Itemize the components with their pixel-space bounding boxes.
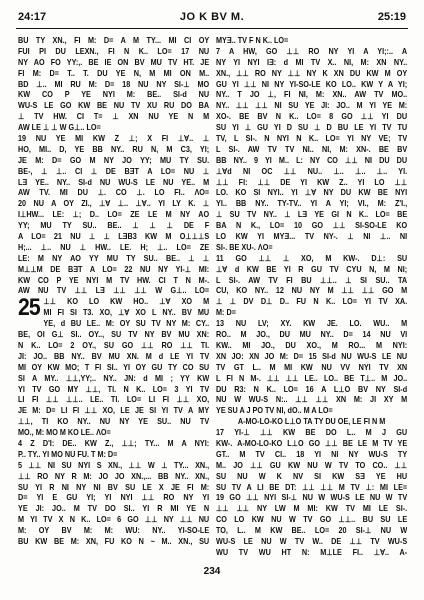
text-line: TV GT L.. M MI KW NU VV NYI TV XN <box>216 362 408 372</box>
text-line: 19 GO ⊥⊥ NYI SI-⊥ NU W WU-S LE NU W TV <box>216 493 408 503</box>
text-line: MI FI SI T3. XO, ⊥∀ XO L NY.. BV MU <box>43 308 210 318</box>
text-line: M: OY BV M: M: WU: NY.. YI-SO-LE <box>18 526 210 536</box>
text-line: GT.. M TV CI.. 18 YI NI NY WU-S TY <box>216 449 408 459</box>
text-line: L SI-. AW TV TV NI.. NI, M: XN-. BE BV <box>216 144 408 154</box>
text-line: BE-, ⊥ ⊥.. CI ⊥ DE BƎT A LO= NU ⊥ <box>18 166 210 176</box>
left-column-text <box>18 36 209 297</box>
text-line: 5 ⊥⊥ NI SU NYI S XN., ⊥⊥ W ⊥ TY... XN., <box>18 460 210 470</box>
text-line: ⊥ ⊥ DV D⊥ D.. FU N K.. LO= YI TV XA. <box>216 297 408 307</box>
text-line: M⊥⊥M DE BƎT A LO= 22 NU NY YI-⊥ MI: <box>18 264 210 274</box>
text-line: SI-. BE XU-. ɅO= <box>216 242 273 252</box>
text-line: CU, KO NY.. 12 NU NY M ⊥⊥ ⊥⊥ GO M <box>216 286 408 296</box>
text-line: BE, OI G⊥ SI.. OY.., SU TV NY BV MU XN: <box>18 330 210 340</box>
text-line: CO LO KW NU W TV GO ⊥⊥.. BU SU LE <box>216 515 408 525</box>
text-line: YE, d BU LE.. M: OY SU TV NY M: CY.. <box>43 319 210 329</box>
section-heading: A-MO-LO-KO L⊥O TA TY DU OE, LE FI N M <box>237 417 386 427</box>
text-line: H;... ⊥.. NU ⊥ HW.. LE. H; ⊥.. LO= ZE <box>18 242 210 252</box>
text-line: NY.. ⊥⊥ ⊥⊥ NI SU YE JI: JO.. M YI YE M: <box>216 101 408 111</box>
text-line: 4 Z D'I: DE.. KW Z., ⊥⊥; TY... M A NYI: <box>18 438 210 448</box>
text-line: JE M: D= GO M NY JO YY; MU TY SU. <box>18 155 210 165</box>
text-line: KW CO P YE NYI M TV HW. CI T N M-. <box>18 275 210 285</box>
text-line: AW LE ⊥ ⊥ W G⊥.. LO= <box>18 123 101 133</box>
text-line: 7 A HW, GO ⊥⊥ RO NY YI A YI;:.. A <box>216 46 408 56</box>
text-line: A LO= 21 NU ⊥ ⊥ LƎB3 KW M O⊥⊥⊥S <box>18 232 210 242</box>
text-line: BU KW BE M: XN, FU KO N ~ M.. XN., SU <box>18 536 210 546</box>
text-line: 13 NU LV; XY. KW JE. LO. WU.. M <box>216 319 408 329</box>
text-line: ⊥⊥, TI KO NY.. NU NY YE SU.. NU TV <box>18 417 210 427</box>
text-line: ⊥⊥ KO LO KW HO.. ⊥∀ XO M <box>43 297 210 307</box>
text-line: ⊥⊥ RO NY R M: JO JO XN.,... BB NY.. XN., <box>18 471 210 481</box>
left-column <box>18 36 209 548</box>
text-line: ⊥∀ d KW BE YI R GU TV CYU N, M NI; <box>216 264 408 274</box>
text-line: ⊥ SU TV NY.. ⊥ LƎ YE GI N K.. LO= BE <box>216 210 408 220</box>
text-line: L SI-. AW TV FI BU ⊥⊥.. ⊥ SI SU.. TA <box>216 275 408 285</box>
chapter-number: 25 <box>18 294 40 322</box>
text-line: BD ⊥.. MI RU M: D= 18 NU NY SI-⊥ MO <box>18 79 210 89</box>
text-line: GU YI ⊥⊥ NI NY YI-SO-LE KO LO.. KW Y A YI; <box>216 79 408 89</box>
text-line: 17 YI-⊥ ⊥⊥ KW BE DO L.. M J GU <box>216 428 408 438</box>
text-line: D= YI E GU YI; YI NYI ⊥⊥ RO NY YI <box>18 493 210 503</box>
text-line: YE JI: JO.. M TV DO SI.. YI R MI YE N <box>18 504 210 514</box>
text-line: M YI TV X N K.. LO= 6 GO ⊥⊥ NY ⊥⊥ NU <box>18 515 210 525</box>
text-line: P.. TY.. YI MO NU FU. T M: D= <box>18 449 118 459</box>
text-line: DU R3: N K.. LO= 16 A L⊥O BV NY SI-d <box>216 384 408 394</box>
text-line: 11 GO ⊥⊥ ⊥ XO, M KW-. D⊥: SU <box>216 253 408 263</box>
text-line: YI.. BB NY.. TY-TV.. YI A YI; VI., M: Z'I., <box>216 199 408 209</box>
text-line: 20 NU A OY ZI., ⊥∀ ⊥.. ⊥∀.. YI LY K. ⊥ <box>18 199 210 209</box>
text-line: FUI PI DU LEXN., FI N K.. LO= 17 NU <box>18 46 210 56</box>
header-rule <box>16 28 408 29</box>
text-line: XN JO: XN JO M: D= 15 SI-d NU WU-S LE NU <box>216 351 408 361</box>
text-line: ⊥⊥ ⊥⊥ NY LW M MI: KW TV MI LE SI-. <box>216 504 408 514</box>
text-line: XN., ⊥⊥ RO NY ⊥⊥ NY K XN DU KW M OY <box>216 68 408 78</box>
page-number: 234 <box>203 566 221 577</box>
right-column-text <box>216 36 407 417</box>
text-line: I⊥HW... LE: ⊥; D.. LO= ZE LE M NY AO <box>18 210 210 220</box>
text-line: YE SU A J PO TV NI, dO.. M A LO= <box>216 406 333 416</box>
text-line: N K.. LO= 2 OY., SU GO ⊥⊥ RO ⊥⊥ TI. <box>18 340 210 350</box>
text-line: TV, L SI-. N NYI N K.. LO= YI NY VE; TV <box>216 134 408 144</box>
text-line: ⊥⊥ FI: ⊥⊥ DE YI KW Z.. YI LO ⊥⊥ <box>216 177 408 187</box>
text-line: YI TV GO MY ⊥⊥, TI. N K.. LO= 3 YI TV <box>18 384 210 394</box>
text-line: NU W WU-S N:.. ⊥⊥ ⊥⊥ XN M: JI XY M <box>216 395 408 405</box>
text-line: KW-. A-MO-LO-KO L⊥O GO ⊥⊥ BE LE M TV YE <box>216 438 408 448</box>
text-line: JE M: D= LI FI ⊥⊥ XO, LE JE SI YI TV A MY <box>18 406 210 416</box>
text-line: NY YI NYI IƎ: d MI TV X.. NI, M: XN NY.. <box>216 57 408 67</box>
text-line: LO KW YI MYƎ... TV NY-. ⊥ NI ⊥.. NI <box>216 232 408 242</box>
text-line: BA N K., LO= 10 GO ⊥⊥ SI-SO-LE KO <box>216 221 408 231</box>
text-line: SU YI ⊥ GU YI D SU ⊥ D BU LE YI TV TU <box>216 123 408 133</box>
text-line: SU YI R NI NY NI BV SU LE X JE FI M: <box>18 482 210 492</box>
right-column <box>216 36 407 559</box>
right-column-text-after <box>216 428 407 559</box>
text-line: LI FI ⊥⊥ ⊥⊥.. LE.. TI. LO= LI FI ⊥⊥ XO, <box>18 395 210 405</box>
text-line: WU-S LE NU W TV W.. DE ⊥⊥ TV WU-S <box>216 536 408 546</box>
text-line: KW CO P YE NYI M: BE.. SI-d NU <box>18 90 210 100</box>
text-line: XO-. BE BV N K.. LO= 8 GO ⊥⊥ YI DU <box>216 112 408 122</box>
text-line: KW.. MI JO., DU XO., M RO... M NYI: <box>216 340 408 350</box>
text-line: MO., M: MO M KO LE.. ɅO= <box>18 428 111 438</box>
text-line: YY; MU TY SU.. BE.. ⊥ ⊥ ⊥ DE F <box>18 221 210 231</box>
text-line: FI M: D= T.. T. DU YE N, M MI ON M.. <box>18 68 210 78</box>
text-line: L FI N M-. ⊥⊥ ⊥⊥ LE.. LO.. BE T⊥.. M JO.. <box>216 373 408 383</box>
text-line: AW TV. MI DU ⊥. CO ⊥. LO FI.. ɅO= <box>18 188 210 198</box>
text-line: HO, MI.. D, YE BB NY.. RU N, M C3, YI; <box>18 144 210 154</box>
text-line: ⊥∀d NI OC ⊥⊥ NU.. ⊥.. ⊥.. ⊥.. YI. <box>216 166 408 176</box>
chapter-verse-start: 24:17 <box>18 11 47 23</box>
text-line: NY.. T JO ⊥, FI NI, M: XN.. AW TV MO.. <box>216 90 408 100</box>
text-line: LƎ YE.. NY.. SI-d NU WU-S LE NU YE.. M <box>18 177 210 187</box>
text-line: MYƎ.. TV F N K.. LO= <box>216 36 289 45</box>
text-line: RO.. M JO., DU MU NY.. D= 14 NU VI <box>216 330 408 340</box>
text-line: WU-S LE GO KW BE NU TV XU RU DO BA <box>18 101 210 111</box>
text-line: SI A MY.. ⊥⊥,YY;.. NY.. JN: d MI ; YY KW <box>18 373 210 383</box>
text-line: SU NU W K NV SI KW SƎ YE HU <box>216 471 408 481</box>
text-line: LO. KO SI NYI.. YI ⊥∀ NY DU KW BE NYI <box>216 188 408 198</box>
text-line: 19 NU YE MI KW Z ⊥; X FI ⊥∀.. ⊥ <box>18 134 210 144</box>
book-title: JO K BV M. <box>179 11 245 23</box>
text-line: SU TV A LI BE DT: ⊥⊥ ⊥⊥ M TV ⊥: MI LE= <box>216 482 408 492</box>
chapter-verse-end: 25:19 <box>377 11 406 23</box>
text-line: LE: M NY AO YY MU TY SU.. BE.. ⊥ ⊥ <box>18 253 210 263</box>
text-line: AW NU TV ⊥⊥ LƎ ⊥⊥ ⊥⊥ W G⊥.. LO= <box>18 286 210 296</box>
text-line: MI OY KW MO; T FI SI.. YI OY GU TY CO SU <box>18 362 210 372</box>
text-line: ⊥ TV HW. CI T= ⊥ XN NU YE N M <box>18 112 210 122</box>
left-column-text-after <box>18 294 210 547</box>
text-line: NY AO FO YY:,. BE IE ON BV MU TV HT. JE <box>18 57 210 67</box>
text-line: WU TV WU HT N: M⊥LE FI.. ⊥∀.. A- <box>216 547 408 557</box>
text-line: BU TY XN., FI M: D= A M TY... MI CI OY <box>18 36 210 45</box>
text-line: M.. JO ⊥⊥ GU KW NU W TV TO CO.. ⊥⊥ <box>216 460 408 470</box>
text-line: JI: JO.. BB NY.. BV MU XN. M d LE YI TV <box>18 351 210 361</box>
text-line: BB NY.. 9 YI M.. L: NY CO ⊥⊥ NI DU DU <box>216 155 408 165</box>
text-line: M: D= <box>216 308 236 318</box>
text-line: TO, L.. M KW BE.. LO= 20 SI-⊥ NU W <box>216 526 408 536</box>
